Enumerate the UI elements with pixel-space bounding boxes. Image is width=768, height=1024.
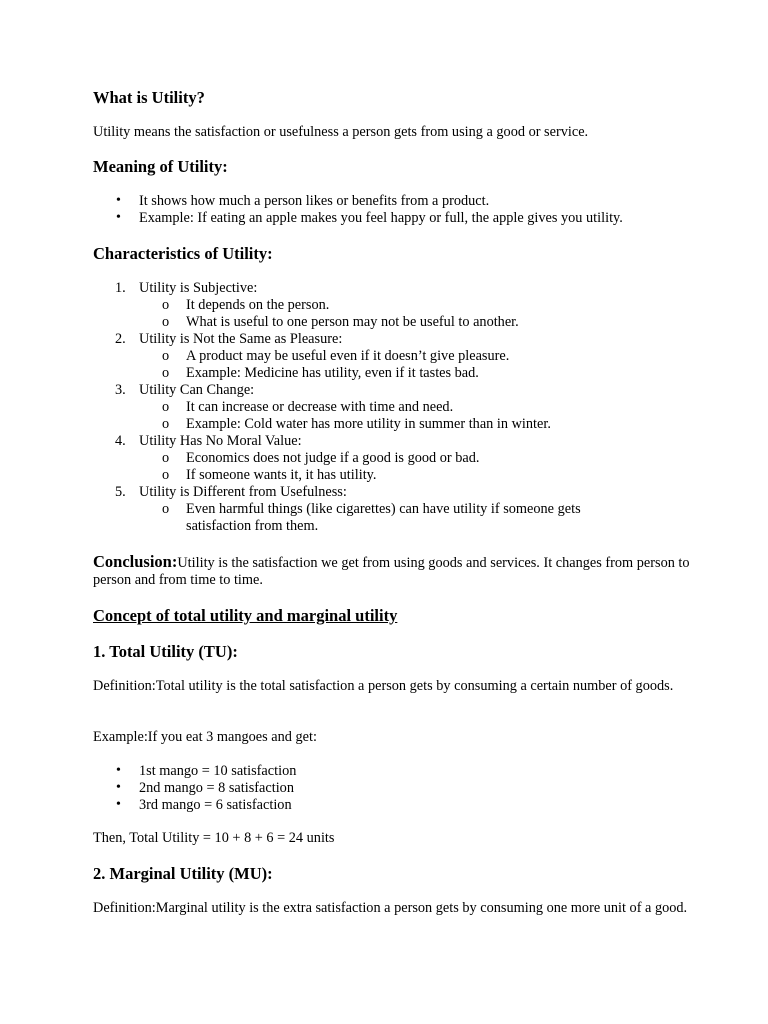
characteristic-3-sub-2: Example: Cold water has more utility in summer than in winter.: [186, 416, 551, 432]
sub-marker: o: [162, 450, 170, 466]
conclusion-text: Utility is the satisfaction we get from using goods and services. It changes from person to person and from time to time.: [93, 555, 690, 588]
sub-marker: o: [162, 416, 170, 432]
sub-marker: o: [162, 467, 170, 483]
characteristic-1-label: Utility is Subjective:: [139, 280, 258, 296]
characteristic-1-sub-2: What is useful to one person may not be useful to another.: [186, 314, 519, 330]
characteristic-2-sub-2: Example: Medicine has utility, even if it tastes bad.: [186, 365, 479, 381]
characteristic-1-sub-1: It depends on the person.: [186, 297, 330, 313]
characteristic-5-sub-1: Even harmful things (like cigarettes) can have utility if someone gets satisfaction from them.: [186, 501, 581, 534]
meaning-bullet-1: It shows how much a person likes or benefits from a product.: [139, 193, 490, 209]
heading-concept: Concept of total utility and marginal utility: [93, 606, 398, 625]
tu-bullet-1: 1st mango = 10 satisfaction: [139, 763, 297, 779]
characteristic-2-sub-1: A product may be useful even if it doesn’t give pleasure.: [186, 348, 510, 364]
heading-characteristics: Characteristics of Utility:: [93, 244, 273, 263]
bullet-marker: •: [116, 763, 121, 778]
bullet-marker: •: [116, 797, 121, 812]
tu-total: Then, Total Utility = 10 + 8 + 6 = 24 units: [93, 830, 335, 846]
sub-marker: o: [162, 348, 170, 364]
bullet-marker: •: [116, 193, 121, 208]
tu-bullet-2: 2nd mango = 8 satisfaction: [139, 780, 294, 796]
characteristic-3-sub-1: It can increase or decrease with time and need.: [186, 399, 454, 415]
list-number: 5.: [115, 484, 126, 500]
list-number: 3.: [115, 382, 126, 398]
conclusion-label: Conclusion:: [93, 552, 178, 571]
bullet-marker: •: [116, 780, 121, 795]
list-number: 1.: [115, 280, 126, 296]
sub-marker: o: [162, 297, 170, 313]
conclusion-paragraph: [93, 553, 708, 589]
bullet-marker: •: [116, 210, 121, 225]
heading-total-utility: 1. Total Utility (TU):: [93, 642, 238, 661]
sub-marker: o: [162, 501, 170, 517]
sub-marker: o: [162, 314, 170, 330]
tu-definition: Definition:Total utility is the total satisfaction a person gets by consuming a certain number of goods.: [93, 678, 674, 694]
characteristic-4-label: Utility Has No Moral Value:: [139, 433, 302, 449]
list-number: 4.: [115, 433, 126, 449]
utility-definition: Utility means the satisfaction or usefulness a person gets from using a good or service.: [93, 124, 589, 140]
list-number: 2.: [115, 331, 126, 347]
characteristic-5-label: Utility is Different from Usefulness:: [139, 484, 347, 500]
mu-definition: Definition:Marginal utility is the extra satisfaction a person gets by consuming one more unit of a good.: [93, 900, 688, 916]
heading-marginal-utility: 2. Marginal Utility (MU):: [93, 864, 273, 883]
characteristic-2-label: Utility is Not the Same as Pleasure:: [139, 331, 343, 347]
characteristic-4-sub-1: Economics does not judge if a good is good or bad.: [186, 450, 480, 466]
heading-meaning: Meaning of Utility:: [93, 157, 228, 176]
tu-example: Example:If you eat 3 mangoes and get:: [93, 729, 317, 745]
tu-bullet-3: 3rd mango = 6 satisfaction: [139, 797, 292, 813]
sub-marker: o: [162, 399, 170, 415]
sub-marker: o: [162, 365, 170, 381]
characteristic-4-sub-2: If someone wants it, it has utility.: [186, 467, 377, 483]
meaning-bullet-2: Example: If eating an apple makes you feel happy or full, the apple gives you utility.: [139, 210, 623, 226]
heading-what-is-utility: What is Utility?: [93, 88, 205, 107]
characteristic-3-label: Utility Can Change:: [139, 382, 255, 398]
